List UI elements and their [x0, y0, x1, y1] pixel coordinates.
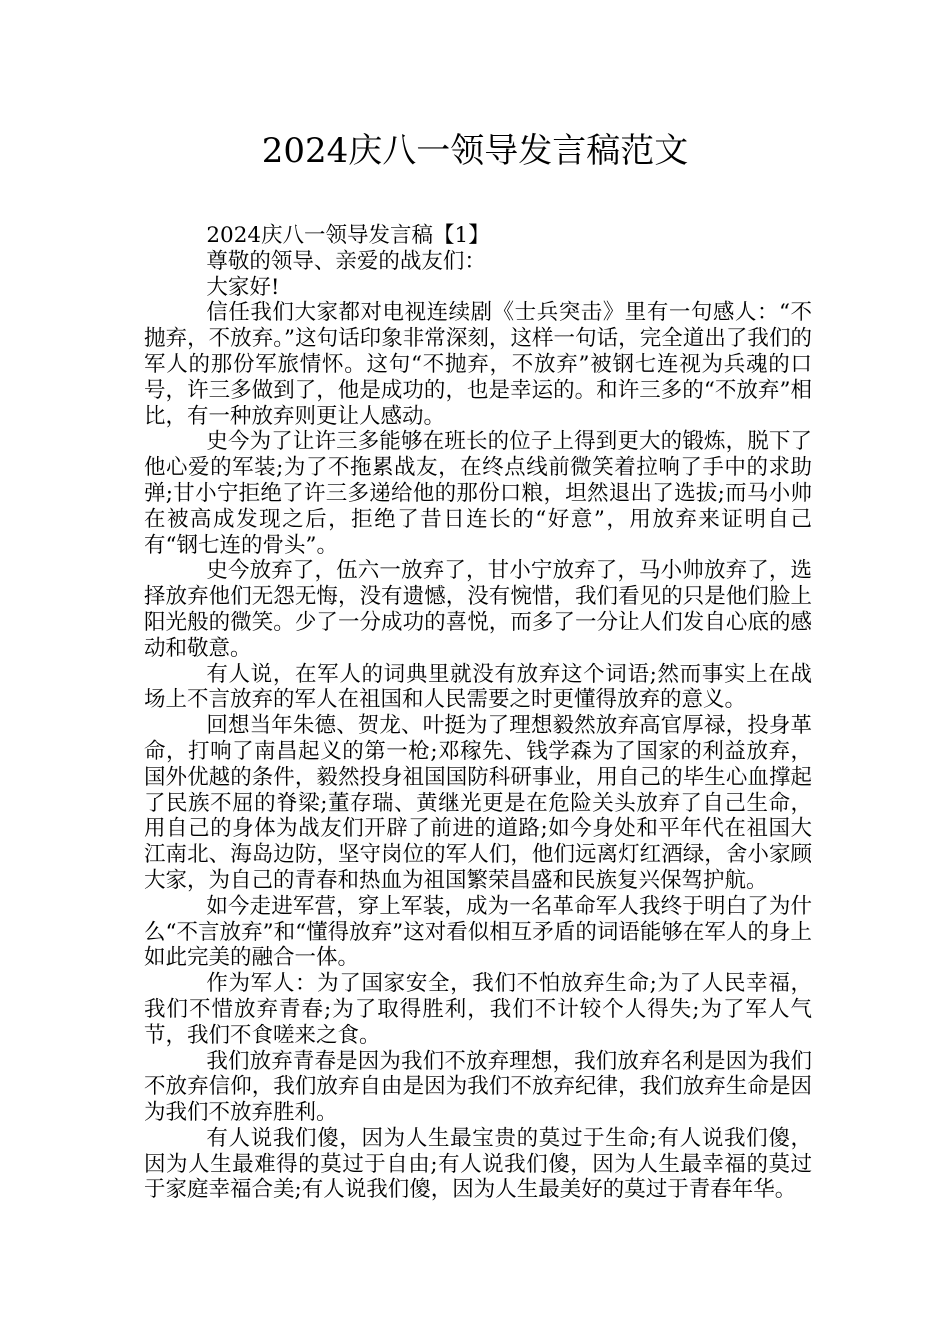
body-paragraph: 史今放弃了，伍六一放弃了，甘小宁放弃了，马小帅放弃了，选择放弃他们无怨无悔，没有遗憾，没有惋惜，我们看见的只是他们脸上阳光般的微笑。少了一分成功的喜悦，而多了一分让人们发自心底的感动和敬意。	[144, 558, 812, 661]
section-heading: 2024庆八一领导发言稿【1】	[206, 223, 490, 248]
body-paragraph: 信任我们大家都对电视连续剧《士兵突击》里有一句感人：“不抛弃，不放弃。”这句话印象非常深刻，这样一句话，完全道出了我们的军人的那份军旅情怀。这句“不抛弃，不放弃”被钢七连视为兵魂的口号，许三多做到了，他是成功的，也是幸运的。和许三多的“不放弃”相比，有一种放弃则更让人感动。	[144, 300, 812, 429]
document-body	[144, 223, 812, 1203]
body-paragraph: 作为军人：为了国家安全，我们不怕放弃生命;为了人民幸福，我们不惜放弃青春;为了取得胜利，我们不计较个人得失;为了军人气节，我们不食嗟来之食。	[144, 971, 812, 1048]
document-title: 2024庆八一领导发言稿范文	[261, 131, 689, 171]
body-paragraph: 我们放弃青春是因为我们不放弃理想，我们放弃名利是因为我们不放弃信仰，我们放弃自由是因为我们不放弃纪律，我们放弃生命是因为我们不放弃胜利。	[144, 1048, 812, 1126]
body-paragraph: 如今走进军营，穿上军装，成为一名革命军人我终于明白了为什么“不言放弃”和“懂得放弃”这对看似相互矛盾的词语能够在军人的身上如此完美的融合一体。	[144, 893, 812, 971]
body-paragraph: 史今为了让许三多能够在班长的位子上得到更大的锻炼，脱下了他心爱的军装;为了不拖累战友，在终点线前微笑着拉响了手中的求助弹;甘小宁拒绝了许三多递给他的那份口粮，坦然退出了选拔;而马小帅在被高成发现之后，拒绝了昔日连长的“好意”，用放弃来证明自己有“钢七连的骨头”。	[144, 429, 812, 558]
salutation: 尊敬的领导、亲爱的战友们：	[206, 248, 486, 274]
greeting: 大家好!	[206, 274, 280, 300]
body-paragraph: 回想当年朱德、贺龙、叶挺为了理想毅然放弃高官厚禄，投身革命，打响了南昌起义的第一枪;邓稼先、钱学森为了国家的利益放弃，国外优越的条件，毅然投身祖国国防科研事业，用自己的毕生心血撑起了民族不屈的脊梁;董存瑞、黄继光更是在危险关头放弃了自己生命，用自己的身体为战友们开辟了前进的道路;如今身处和平年代在祖国大江南北、海岛边防，坚守岗位的军人们，他们远离灯红酒绿，舍小家顾大家，为自己的青春和热血为祖国繁荣昌盛和民族复兴保驾护航。	[144, 713, 812, 893]
body-paragraph: 有人说我们傻，因为人生最宝贵的莫过于生命;有人说我们傻，因为人生最难得的莫过于自由;有人说我们傻，因为人生最幸福的莫过于家庭幸福合美;有人说我们傻，因为人生最美好的莫过于青春年华。	[144, 1125, 812, 1203]
body-paragraph: 有人说，在军人的词典里就没有放弃这个词语;然而事实上在战场上不言放弃的军人在祖国和人民需要之时更懂得放弃的意义。	[144, 661, 812, 713]
